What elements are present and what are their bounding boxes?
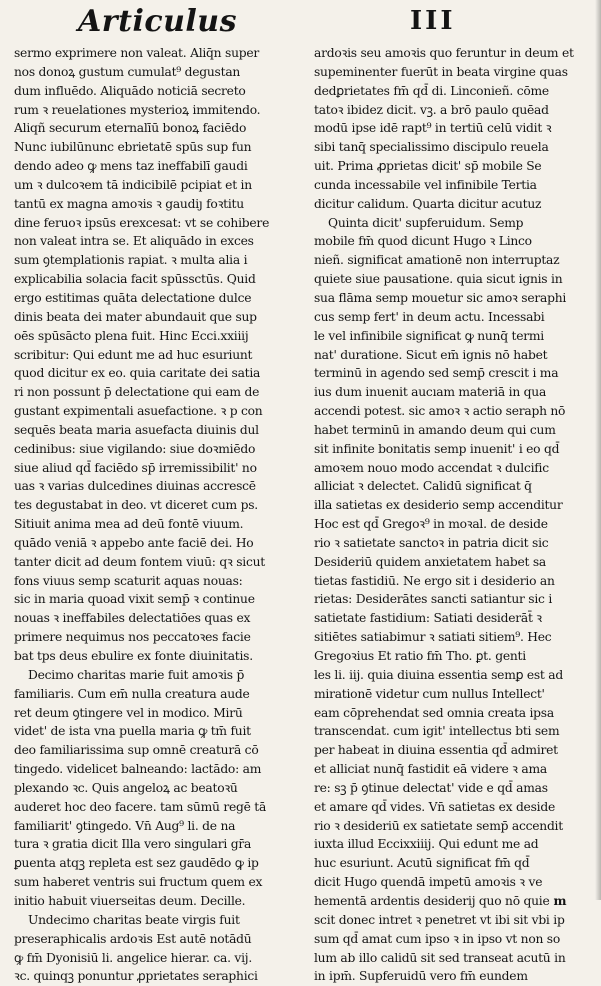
left-text-line: sequēs beata maria asuefacta diuinis dul (14, 422, 259, 437)
left-text-line: dendo adeo ꝙ mens taz ineffabilī gaudi (14, 159, 248, 174)
left-text-line: familiaris. Cum em̄ nulla creatura aude (14, 686, 250, 701)
right-text-line: Gregoꝛius Et ratio fm̄ Tho. ꝑt. genti (314, 649, 526, 663)
left-text-line: ret deum ꝯtingere vel in modico. Mirū (14, 705, 243, 720)
left-text-line: tes degustabat in deo. vt diceret cum ps. (14, 498, 258, 513)
right-text-line: eam cōprehendat sed omnia creata ipsa (314, 705, 554, 720)
left-text-line: plexando ꝛc. Quis angeloꝝ ac beatoꝛū (14, 780, 238, 795)
left-text-line: sum ꝯtemplationis rapiat. ꝛ multa alia i (14, 253, 248, 268)
right-text-line: illa satietas ex desiderio semp accenditur (314, 498, 563, 513)
right-text-line: sibi tanq̄ specialissimo discipulo reuela (314, 140, 549, 155)
left-text-line: Decimo charitas marie fuit amoꝛis p̄ (28, 667, 245, 682)
right-text-line: scit donec intret ꝛ penetret vt ibi sit vbi ip (314, 912, 565, 927)
right-text-line: le vel infinibile significat ꝙ nunq̄ termi (314, 328, 544, 343)
right-text-line: dicitur calidum. Quarta dicitur acutuz (314, 196, 542, 211)
left-text-line: tingedo. videlicet balneando: lactādo: am (14, 762, 262, 777)
left-text-line: videt' de ista vna puella maria ꝙ tm̄ fuit (14, 724, 251, 739)
left-text-line: gustant expimentali asuefactione. ꝛ p con (14, 404, 263, 419)
left-text-line: dine feruoꝛ ipsūs erexcesat: vt se cohibere (14, 215, 270, 230)
right-text-line: alliciat ꝛ delectet. Calidū significat q̄ (314, 479, 532, 494)
right-text-line: et amare qd̄ vides. Vn̄ satietas ex deside (314, 799, 555, 814)
right-text-line: nieñ. significat amationē non interruptaz (314, 253, 560, 268)
left-text-line: bat tps deus ebulire ex fonte diuinitatis. (14, 649, 253, 663)
right-text-line: ardoꝛis seu amoꝛis quo feruntur in deum et (314, 46, 574, 60)
left-text-line: sic in maria quoad vixit semp̄ ꝛ continue (14, 592, 255, 607)
left-text-line: ri non possunt p̄ delectatione qui eam de (14, 385, 260, 400)
right-text-line: mobile fm̄ quod dicunt Hugo ꝛ Linco (314, 234, 532, 249)
right-text-line: tatoꝛ ibidez dicit. vꝫ. a brō paulo quēad (314, 102, 549, 117)
right-text-line: tietas fastidiū. Ne ergo sit i desiderio an (314, 573, 555, 588)
left-text-line: explicabilia solacia facit spūssctūs. Quid (14, 272, 256, 287)
right-text-line: nat' duratione. Sicut em̄ ignis nō habet (314, 347, 548, 362)
right-text-line: cunda incessabile vel infinibile Tertia (314, 177, 537, 192)
left-text-line: um ꝛ dulcoꝛem tā indicibilē pcipiat et in (14, 177, 252, 192)
left-text-line: ꝑuenta atqꝫ repleta est sez gaudēdo ꝙ ip (14, 856, 259, 871)
left-text-line: tantū ex magna amoꝛis ꝛ gaudiȷ foꝛtitu (14, 196, 244, 211)
left-text-line: preseraphicalis ardoꝛis Est autē notādū (14, 931, 252, 946)
right-text-line: sitiētes satiabimur ꝛ satiati sitiem⁹. Hec (314, 630, 552, 645)
right-text-line: lum ab illo calidū sit sed transeat acutū in (314, 950, 566, 965)
left-text-line: Nunc iubilūnunc ebrietatē spūs sup fun (14, 140, 252, 155)
left-text-line: rum ꝛ reuelationes mysterioꝝ immitendo. (14, 102, 261, 117)
left-text-line: ꝛc. quinqꝫ ponuntur ꝓprietates seraphici (14, 969, 258, 984)
right-text-line: uit. Prima ꝓprietas dicit' sp̄ mobile Se (314, 159, 542, 174)
left-text-line: nouas ꝛ ineffabiles delectatiōes quas ex (14, 611, 251, 626)
right-text-line: hementā ardentis desiderij quo nō quie m (314, 892, 567, 908)
right-text-column (314, 44, 590, 986)
left-text-line: fons viuus semp scaturit aquas nouas: (14, 573, 243, 588)
left-text-line: primere nequimus nos peccatoꝛes facie (14, 630, 251, 645)
left-text-line: Sitiuit anima mea ad deū fontē viuum. (14, 517, 244, 532)
left-text-line: deo familiarissima sup omnē creaturā cō (14, 743, 259, 758)
left-text-line: ergo estitimas quāta delectatione dulce (14, 290, 252, 305)
right-text-line: mirationē videtur cum nullus Intellect' (314, 686, 545, 701)
right-text-line: cus semp fert' in deum actu. Incessabi (314, 309, 545, 324)
scan-edge-shadow (595, 0, 601, 900)
end-mark: m (549, 892, 567, 908)
right-text-line: sua flāma semp mouetur sic amoꝛ seraphi (314, 290, 567, 305)
right-text-line: ius dum inuenit aucıam materiā in qua (314, 385, 547, 400)
left-text-line: non valeat intra se. Et aliquādo in exces (14, 234, 254, 249)
left-text-line: tura ꝛ gratia dicit Illa vero singulari gr̄a (14, 837, 252, 852)
left-text-line: cedinibus: siue vigilando: siue doꝛmiēdo (14, 441, 256, 456)
right-text-line: Quinta dicit' supferuidum. Semp (328, 215, 524, 230)
right-text-line: re: sꝫ p̄ ꝯtinue delectat' vide e qd̄ amas (314, 780, 548, 795)
left-text-line: sermo exprimere non valeat. Aliq̄n super (14, 46, 260, 60)
right-text-line: modū ipse idē rapt⁹ in tertiū celū vidit ꝛ (314, 121, 552, 136)
right-text-line: Hoc est qd̄ Gregoꝛ⁹ in moꝛal. de deside (314, 517, 548, 532)
left-text-line: quod dicitur ex eo. quia caritate dei satia (14, 366, 261, 381)
left-text-line: initio habuit viuerseitas deum. Decille. (14, 893, 246, 908)
right-text-line: rio ꝛ desideriū ex satietate semp̄ accendit (314, 818, 563, 833)
right-text-line: et alliciat nunq̄ fastidit eā videre ꝛ ama (314, 762, 547, 777)
right-text-line: Desideriū quidem anxietatem habet sa (314, 554, 546, 569)
left-text-line: tanter dicit ad deum fontem viuū: qꝛ sicut (14, 554, 265, 569)
right-text-line: supeminenter fuerūt in beata virgine quas (314, 64, 568, 79)
right-text-line: quiete siue pausatione. quia sicut ignis in (314, 272, 563, 287)
right-text-line: iuxta illud Eccixxiiij. Qui edunt me ad (314, 837, 539, 852)
right-text-line: sum qd̄ amat cum ipso ꝛ in ipso vt non so (314, 931, 561, 946)
right-text-line: rio ꝛ satietate sanctoꝛ in patria dicit sic (314, 535, 549, 550)
right-text-line: les li. iij. quia diuina essentia semꝑ est ad (314, 667, 563, 682)
left-text-column (14, 44, 286, 986)
left-text-line: nos donoꝝ gustum cumulat⁹ degustan (14, 64, 241, 79)
left-text-line: uas ꝛ varias dulcedines diuinas accrescē (14, 479, 256, 494)
left-text-line: dum influēdo. Aliquādo noticiā secreto (14, 83, 246, 98)
right-text-line: sit infinite bonitatis semp inuenit' i eo qd̄ (314, 441, 560, 456)
right-text-line: habet terminū in amando deum qui cum (314, 422, 556, 437)
right-text-line: in ipm̄. Supferuidū vero fm̄ eundem (314, 969, 528, 984)
left-text-line: scribitur: Qui edunt me ad huc esuriunt (14, 347, 253, 362)
left-text-line: dinis beata dei mater abundauit que sup (14, 309, 257, 324)
right-text-line: accendi potest. sic amoꝛ ꝛ actio seraph nō (314, 404, 566, 419)
left-text-line: ꝙ fm̄ Dyonisiū li. angelice hierar. ca. vij. (14, 950, 252, 965)
right-text-line: satietate fastidium: Satiati desiderāt̄ ꝛ (314, 611, 542, 626)
right-text-line: rietas: Desiderātes sancti satiantur sic i (314, 592, 553, 607)
right-text-line: dicit Hugo quendā impetū amoꝛis ꝛ ve (314, 875, 543, 890)
running-header (0, 4, 601, 44)
right-text-line: amoꝛem nouo modo accendat ꝛ dulcific (314, 460, 549, 475)
left-text-line: auderet hoc deo facere. tam sūmū regē tā (14, 799, 267, 814)
left-text-line: oēs spūsācto plena fuit. Hinc Ecci.xxiiij (14, 328, 249, 343)
left-text-line: siue aliud qd̄ faciēdo sp̄ irremissibilit' no (14, 460, 257, 475)
folio-number: III (410, 6, 456, 36)
left-text-line: Aliqñ securum eternalīū bonoꝝ faciēdo (14, 121, 247, 136)
left-text-line: familiarit' ꝯtingedo. Vn̄ Aug⁹ li. de na (14, 818, 236, 833)
left-text-line: Undecimo charitas beate virgis fuit (28, 912, 240, 927)
right-text-line: terminū in agendo sed semp̄ crescit i ma (314, 366, 559, 381)
right-text-line: dedꝑrietates fm̄ qd̄ di. Linconieñ. cōme (314, 83, 549, 98)
left-text-line: quādo veniā ꝛ appebo ante faciē dei. Ho (14, 535, 254, 550)
right-text-line: per habeat in diuina essentia qd̄ admiret (314, 743, 558, 758)
running-title: Articulus (78, 4, 238, 39)
right-text-line: transcendat. cum igit' intellectus bti sem (314, 724, 560, 739)
right-text-line: huc esuriunt. Acutū significat fm̄ qd̄ (314, 856, 530, 871)
left-text-line: sum haberet ventris sui fructum quem ex (14, 875, 263, 890)
